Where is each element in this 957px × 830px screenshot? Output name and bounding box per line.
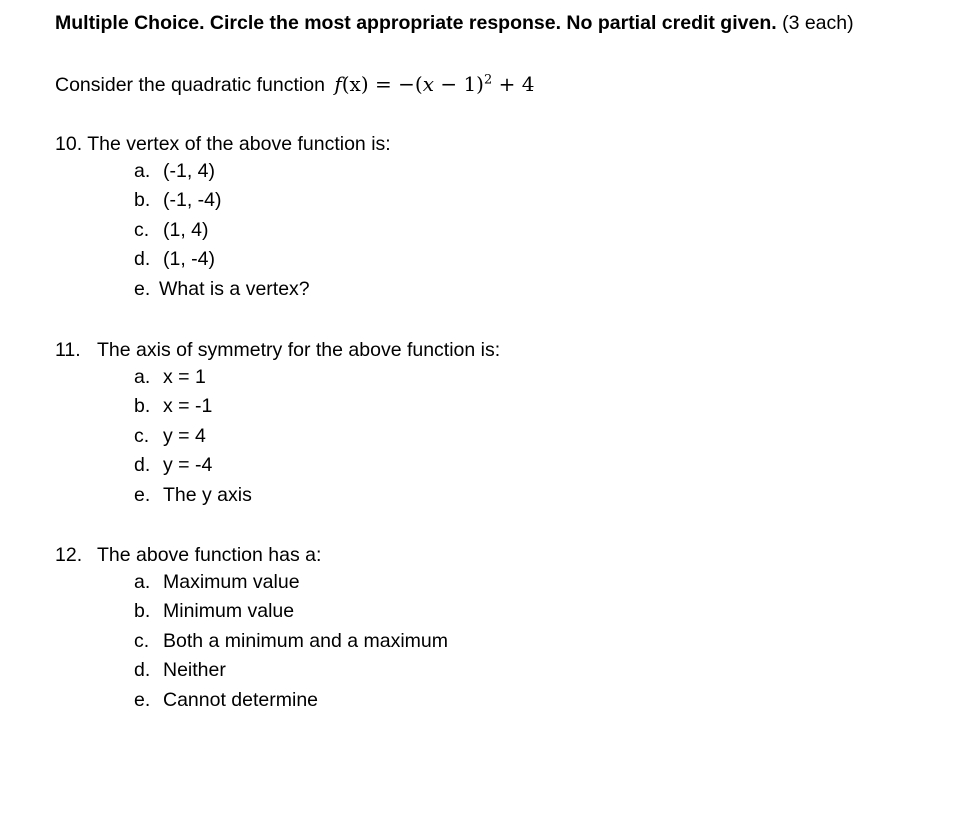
function-intro: [55, 72, 534, 97]
option-text: x = 1: [163, 366, 206, 388]
option-c[interactable]: [55, 216, 935, 245]
option-text: Cannot determine: [163, 688, 319, 711]
option-letter: d.: [134, 248, 151, 271]
formula-fvar: (x): [341, 72, 369, 96]
question-12: [55, 542, 935, 715]
option-text: (-1, -4): [163, 189, 222, 212]
formula-inner-rest: − 1): [433, 72, 484, 96]
option-text: Maximum value: [163, 571, 300, 593]
option-b[interactable]: [55, 392, 935, 421]
question-stem: [55, 337, 935, 363]
option-text: (1, -4): [163, 248, 216, 271]
option-letter: a.: [134, 366, 151, 388]
option-letter: a.: [134, 571, 151, 593]
option-a[interactable]: [55, 363, 935, 392]
formula-fname: f: [334, 72, 342, 96]
option-letter: c.: [134, 424, 150, 447]
option-text: y = -4: [163, 454, 213, 477]
question-stem: [55, 131, 935, 157]
option-e[interactable]: [55, 275, 935, 304]
question-text: The vertex of the above function is:: [87, 133, 391, 155]
formula-equals: = −(: [368, 72, 423, 96]
question-text: The axis of symmetry for the above function is:: [97, 339, 501, 361]
option-letter: d.: [134, 454, 151, 477]
option-a[interactable]: [55, 157, 935, 186]
option-b[interactable]: [55, 186, 935, 215]
question-stem: [55, 542, 935, 568]
option-letter: e.: [134, 483, 151, 506]
option-letter: a.: [134, 160, 151, 182]
question-text: The above function has a:: [97, 544, 322, 566]
option-text: y = 4: [163, 424, 206, 447]
option-text: (1, 4): [163, 218, 209, 241]
question-number: 12.: [55, 544, 83, 566]
option-text: x = -1: [163, 395, 213, 418]
instructions-bold: Multiple Choice. Circle the most appropriate response. No partial credit given.: [55, 12, 777, 34]
answer-options: [55, 568, 935, 715]
option-d[interactable]: [55, 451, 935, 480]
question-number: 11.: [55, 339, 81, 361]
formula-exponent: 2: [483, 72, 493, 88]
answer-options: [55, 363, 935, 510]
option-d[interactable]: [55, 245, 935, 274]
option-text: What is a vertex?: [159, 277, 310, 300]
answer-options: [55, 157, 935, 304]
option-d[interactable]: [55, 656, 935, 685]
question-10: [55, 131, 935, 304]
option-letter: b.: [134, 189, 151, 212]
intro-text: Consider the quadratic function: [55, 74, 325, 96]
option-letter: c.: [134, 218, 150, 241]
option-letter: d.: [134, 659, 151, 682]
option-e[interactable]: [55, 481, 935, 510]
option-letter: b.: [134, 395, 151, 418]
option-c[interactable]: [55, 627, 935, 656]
option-text: Minimum value: [163, 600, 295, 623]
option-text: The y axis: [163, 483, 252, 506]
question-11: [55, 337, 935, 510]
option-letter: b.: [134, 600, 151, 623]
formula-tail: + 4: [492, 72, 535, 96]
option-text: Both a minimum and a maximum: [163, 629, 449, 652]
question-number: 10.: [55, 133, 83, 155]
option-letter: e.: [134, 277, 151, 300]
points-note: (3 each): [782, 12, 854, 34]
option-letter: e.: [134, 688, 151, 711]
quadratic-formula: [334, 72, 534, 96]
instructions-header: [55, 12, 854, 35]
option-letter: c.: [134, 629, 150, 652]
option-b[interactable]: [55, 597, 935, 626]
option-c[interactable]: [55, 422, 935, 451]
option-text: (-1, 4): [163, 160, 216, 182]
option-e[interactable]: [55, 686, 935, 715]
formula-inner-var: x: [422, 72, 434, 96]
option-a[interactable]: [55, 568, 935, 597]
option-text: Neither: [163, 659, 226, 682]
